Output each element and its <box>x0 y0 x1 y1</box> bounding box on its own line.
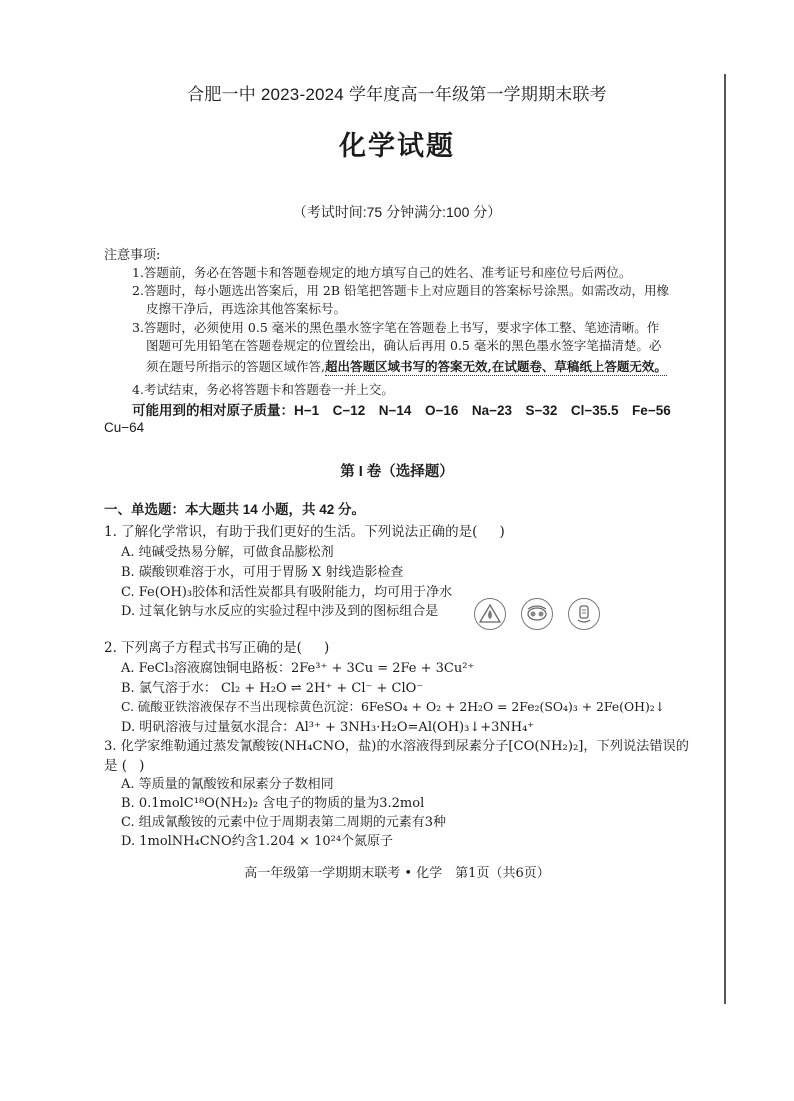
page-footer: 高一年级第一学期期末联考 • 化学 第1页（共6页） <box>244 866 550 881</box>
exam-info: （考试时间:75 分钟满分:100 分） <box>292 204 502 220</box>
note-3-cont2 <box>146 357 667 375</box>
q3-option-d: D. 1molNH₄CNO约含1.204 × 10²⁴个氮原子 <box>121 834 394 849</box>
note-3-cont: 图题可先用铅笔在答题卷规定的位置绘出，确认后再用 0.5 毫米的黑色墨水签字笔描清楚。必 <box>146 338 662 353</box>
question-3-stem-line2 <box>104 754 144 774</box>
part-title: 一、单选题：本大题共 14 小题，共 42 分。 <box>104 502 366 517</box>
fire-hazard-icon <box>474 598 506 630</box>
note-3-plain: 须在题号所指示的答题区域作答, <box>146 359 325 374</box>
question-3-text-line2: 是 ( <box>104 758 128 774</box>
question-3-stem: 3. 化学家维勒通过蒸发氰酸铵(NH₄CNO，盐)的水溶液得到尿素分子[CO(NH₂)₂]，下列说法错误的 <box>104 739 689 754</box>
wash-hands-icon-svg <box>569 599 599 629</box>
q1-option-a: A. 纯碱受热易分解，可做食品膨松剂 <box>121 545 334 560</box>
notes-label: 注意事项: <box>104 248 161 263</box>
fire-hazard-icon-svg <box>475 599 505 629</box>
goggles-icon <box>521 598 553 630</box>
exam-header: 合肥一中 2023-2024 学年度高一年级第一学期期末联考 <box>187 85 607 104</box>
note-1: 1.答题前，务必在答题卡和答题卷规定的地方填写自己的姓名、准考证号和座位号后两位。 <box>132 265 632 280</box>
q3-option-c: C. 组成氰酸铵的元素中位于周期表第二周期的元素有3种 <box>121 815 447 830</box>
question-2-text: 2. 下列离子方程式书写正确的是( <box>104 640 302 656</box>
question-1-text: 1. 了解化学常识，有助于我们更好的生活。下列说法正确的是( <box>104 524 478 540</box>
question-2-paren: ) <box>323 640 330 656</box>
exam-title: 化学试题 <box>339 131 455 162</box>
atomic-masses-line2: Cu−64 <box>104 420 145 435</box>
q3-option-b: B. 0.1molC¹⁸O(NH₂)₂ 含电子的物质的量为3.2mol <box>121 796 425 811</box>
question-1-stem <box>104 520 505 540</box>
goggles-icon-svg <box>522 599 552 629</box>
note-2-cont: 皮擦干净后，再选涂其他答案标号。 <box>146 301 347 316</box>
q2-option-a: A. FeCl₃溶液腐蚀铜电路板：2Fe³⁺ + 3Cu = 2Fe + 3Cu²⁺ <box>121 661 475 676</box>
note-4: 4.考试结束，务必将答题卡和答题卷一并上交。 <box>132 382 394 397</box>
q2-option-c: C. 硫酸亚铁溶液保存不当出现棕黄色沉淀：6FeSO₄ + O₂ + 2H₂O = 2Fe₂(SO₄)₃ + 2Fe(OH)₂↓ <box>121 699 666 714</box>
q2-option-b: B. 氯气溶于水： Cl₂ + H₂O ⇌ 2H⁺ + Cl⁻ + ClO⁻ <box>121 681 424 696</box>
q2-option-d: D. 明矾溶液与过量氨水混合：Al³⁺ + 3NH₃·H₂O=Al(OH)₃↓+3NH₄⁺ <box>121 720 535 735</box>
atomic-masses-line1: 可能用到的相对原子质量：H−1 C−12 N−14 O−16 Na−23 S−32 Cl−35.5 Fe−56 <box>132 403 671 418</box>
q1-option-b: B. 碳酸钡难溶于水，可用于胃肠 X 射线造影检查 <box>121 565 404 580</box>
q3-option-a: A. 等质量的氰酸铵和尿素分子数相同 <box>121 777 334 792</box>
section-title: 第 I 卷（选择题） <box>340 464 454 480</box>
note-3-emphasis: 超出答题区域书写的答案无效,在试题卷、草稿纸上答题无效。 <box>324 359 667 374</box>
q1-option-c: C. Fe(OH)₃胶体和活性炭都具有吸附能力，均可用于净水 <box>121 585 453 600</box>
note-2: 2.答题时，每小题选出答案后，用 2B 铅笔把答题卡上对应题目的答案标号涂黑。如需改动，用橡 <box>132 283 670 298</box>
note-3: 3.答题时，必须使用 0.5 毫米的黑色墨水签字笔在答题卷上书写，要求字体工整、笔迹清晰。作 <box>132 320 660 335</box>
q1-option-d: D. 过氧化钠与水反应的实验过程中涉及到的图标组合是 <box>121 604 439 619</box>
question-1-paren: ) <box>499 524 505 540</box>
question-2-stem <box>104 636 329 656</box>
question-3-paren: ) <box>139 758 145 774</box>
wash-hands-icon <box>568 598 600 630</box>
